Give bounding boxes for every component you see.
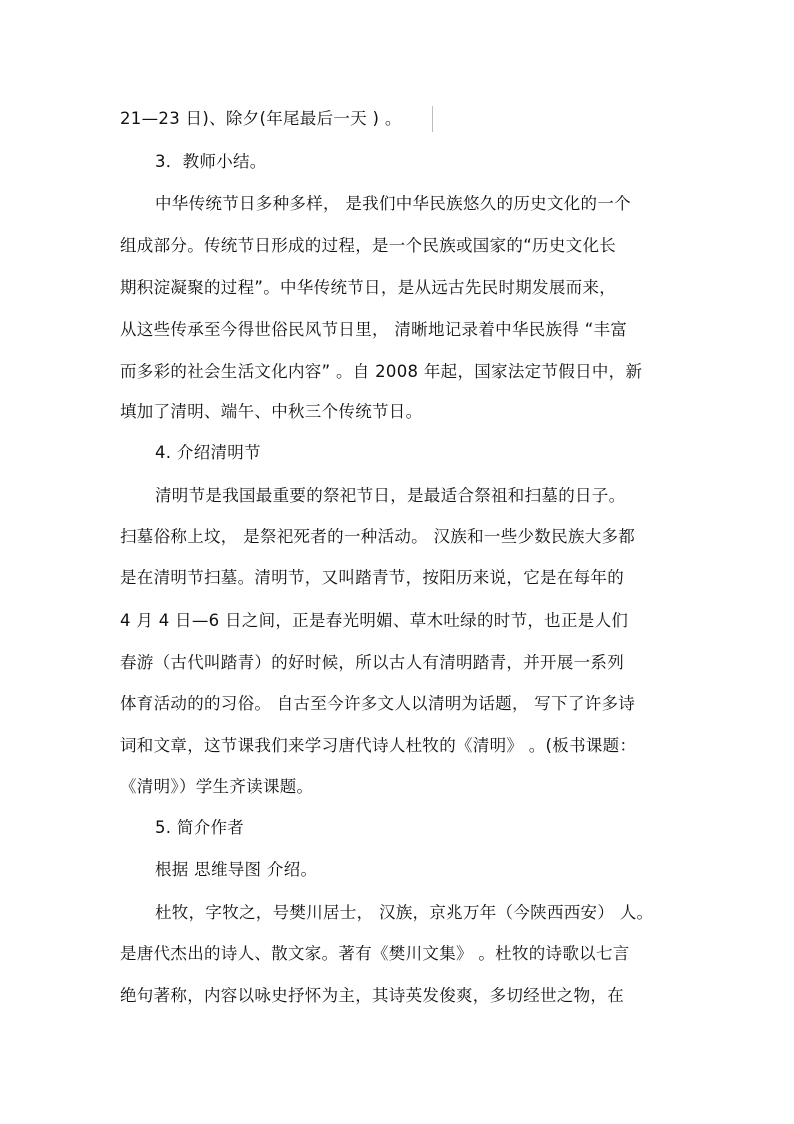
paragraph-line: 中华传统节日多种多样， 是我们中华民族悠久的历史文化的一个 xyxy=(155,194,631,213)
section-heading-qingming: 4. 介绍清明节 xyxy=(155,443,261,462)
section-heading-teacher-summary: 3．教师小结。 xyxy=(155,152,267,171)
paragraph-line: 《清明》）学生齐读课题。 xyxy=(120,777,314,796)
paragraph-line: 4 月 4 日—6 日之间，正是春光明媚、草木吐绿的时节，也正是人们 xyxy=(120,611,629,630)
text-cursor-mark xyxy=(432,106,433,132)
paragraph-line: 清明节是我国最重要的祭祀节日，是最适合祭祖和扫墓的日子。 xyxy=(155,486,626,505)
paragraph-line: 根据 思维导图 介绍。 xyxy=(155,860,318,879)
paragraph-line: 是在清明节扫墓。清明节，又叫踏青节，按阳历来说，它是在每年的 xyxy=(120,568,624,587)
paragraph-line: 填加了清明、端午、中秋三个传统节日。 xyxy=(120,402,423,421)
section-heading-author: 5. 简介作者 xyxy=(155,818,245,837)
paragraph-line: 词和文章，这节课我们来学习唐代诗人杜牧的《清明》 。(板书课题： xyxy=(120,736,637,755)
paragraph-line: 杜牧，字牧之，号樊川居士， 汉族，京兆万年（今陕西西安） 人。 xyxy=(155,903,654,922)
paragraph-line: 绝句著称，内容以咏史抒怀为主，其诗英发俊爽，多切经世之物，在 xyxy=(120,986,624,1005)
paragraph-line: 春游（古代叫踏青）的好时候，所以古人有清明踏青，并开展一系列 xyxy=(120,653,624,672)
paragraph-line: 是唐代杰出的诗人、散文家。著有《樊川文集》 。杜牧的诗歌以七言 xyxy=(120,944,630,963)
paragraph-line: 而多彩的社会生活文化内容” 。自 2008 年起，国家法定节假日中，新 xyxy=(120,362,643,381)
paragraph-line: 组成部分。传统节日形成的过程，是一个民族或国家的“历史文化长 xyxy=(120,236,617,255)
paragraph-line: 体育活动的的习俗。 自古至今许多文人以清明为话题， 写下了许多诗 xyxy=(120,694,636,713)
paragraph-line: 期积淀凝聚的过程”。中华传统节日，是从远古先民时期发展而来， xyxy=(120,278,617,297)
paragraph-line: 从这些传承至今得世俗民风节日里， 清晰地记录着中华民族得 “丰富 xyxy=(120,320,628,339)
text-line-1: 21—23 日)、除夕(年尾最后一天 ) 。 xyxy=(120,109,402,128)
paragraph-line: 扫墓俗称上坟， 是祭祀死者的一种活动。 汉族和一些少数民族大多都 xyxy=(120,527,636,546)
